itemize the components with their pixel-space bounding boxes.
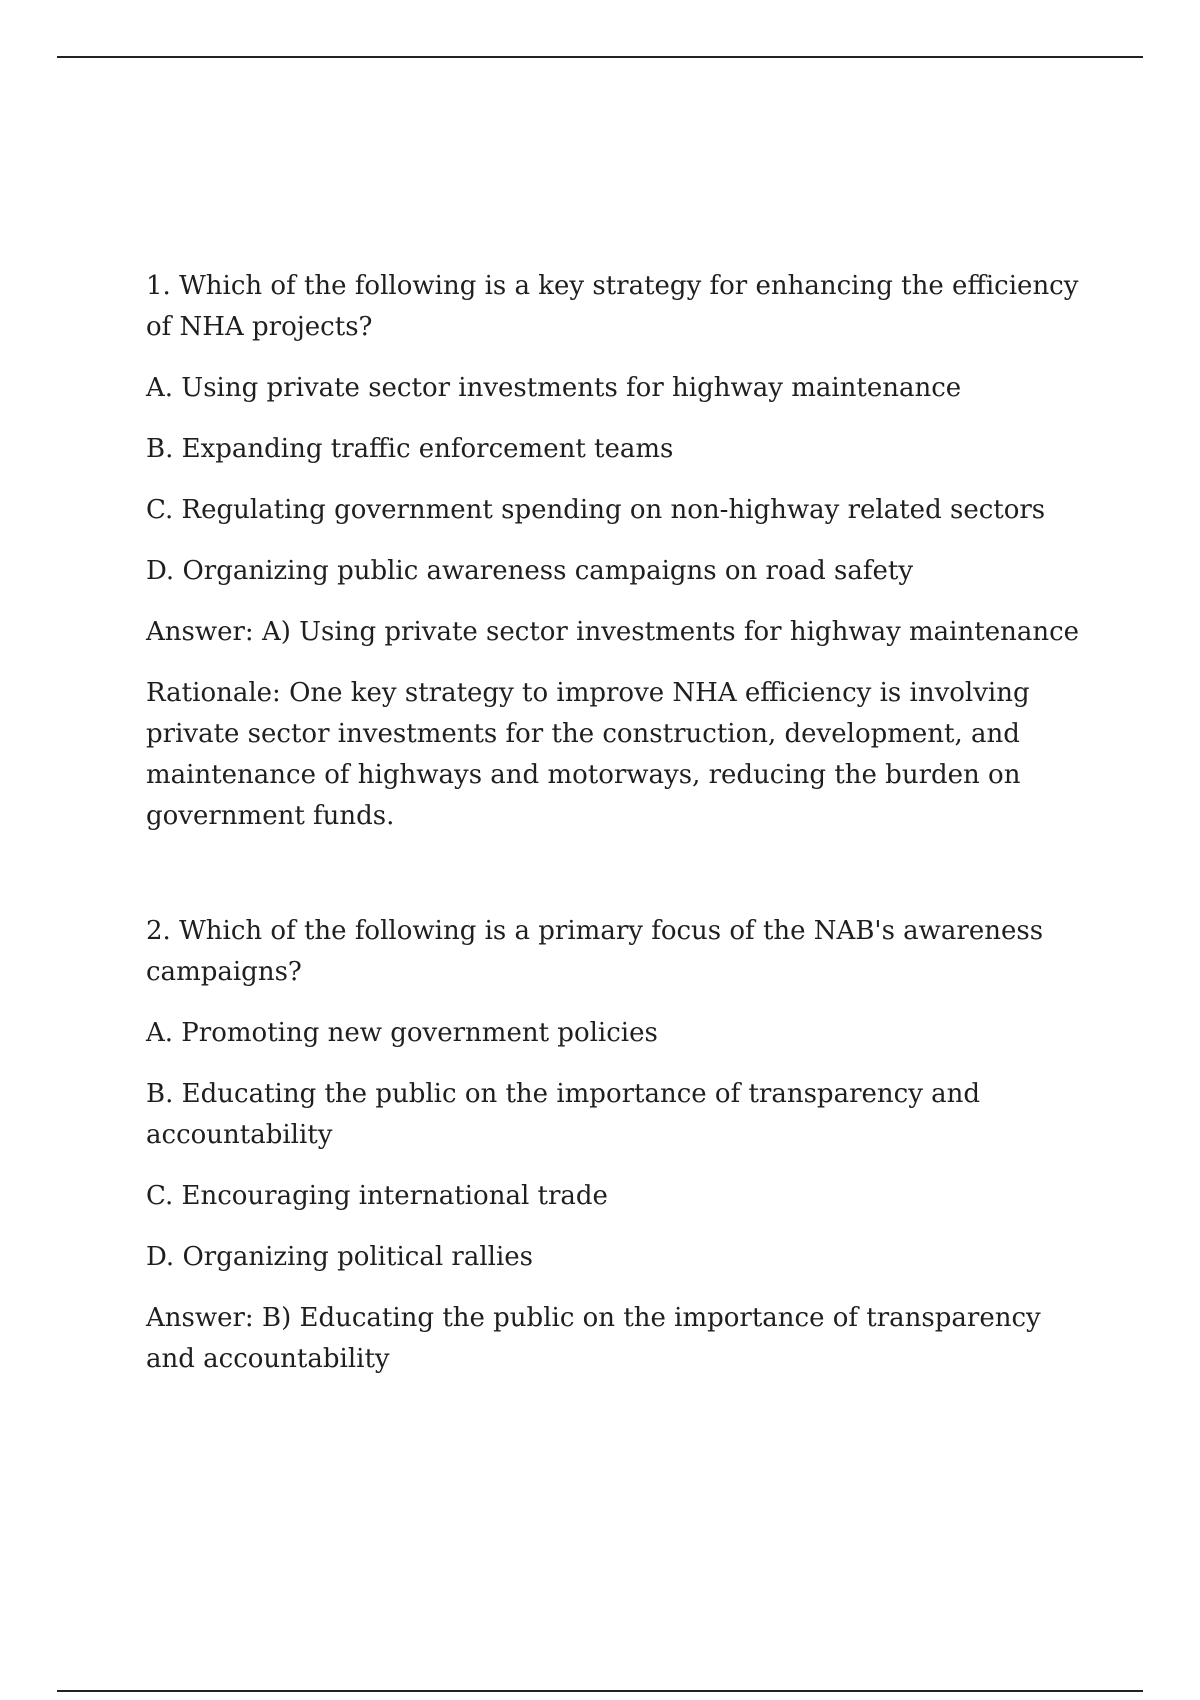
question-block-1: [146, 266, 1096, 837]
top-rule: [57, 56, 1143, 58]
option-d: D. Organizing public awareness campaigns on road safety: [146, 556, 914, 586]
bottom-rule: [57, 1690, 1143, 1692]
answer-text: Answer: B) Educating the public on the importance of transparency and accountability: [146, 1303, 1041, 1374]
question-block-2: [146, 911, 1096, 1380]
option-b: B. Educating the public on the importance of transparency and accountability: [146, 1079, 981, 1150]
question-text: 1. Which of the following is a key strategy for enhancing the efficiency of NHA projects?: [146, 271, 1079, 342]
option-c: C. Encouraging international trade: [146, 1181, 608, 1211]
option-b: B. Expanding traffic enforcement teams: [146, 434, 674, 464]
option-a: A. Promoting new government policies: [146, 1018, 658, 1048]
rationale-text: Rationale: One key strategy to improve NHA efficiency is involving private sector investments for the construction, development, and maintenance of highways and motorways, reducing the burden on government funds.: [146, 678, 1030, 831]
option-d: D. Organizing political rallies: [146, 1242, 534, 1272]
question-text: 2. Which of the following is a primary focus of the NAB's awareness campaigns?: [146, 916, 1044, 987]
option-c: C. Regulating government spending on non-highway related sectors: [146, 495, 1046, 525]
option-a: A. Using private sector investments for highway maintenance: [146, 373, 962, 403]
answer-text: Answer: A) Using private sector investments for highway maintenance: [146, 617, 1080, 647]
document-body: [146, 266, 1096, 1400]
